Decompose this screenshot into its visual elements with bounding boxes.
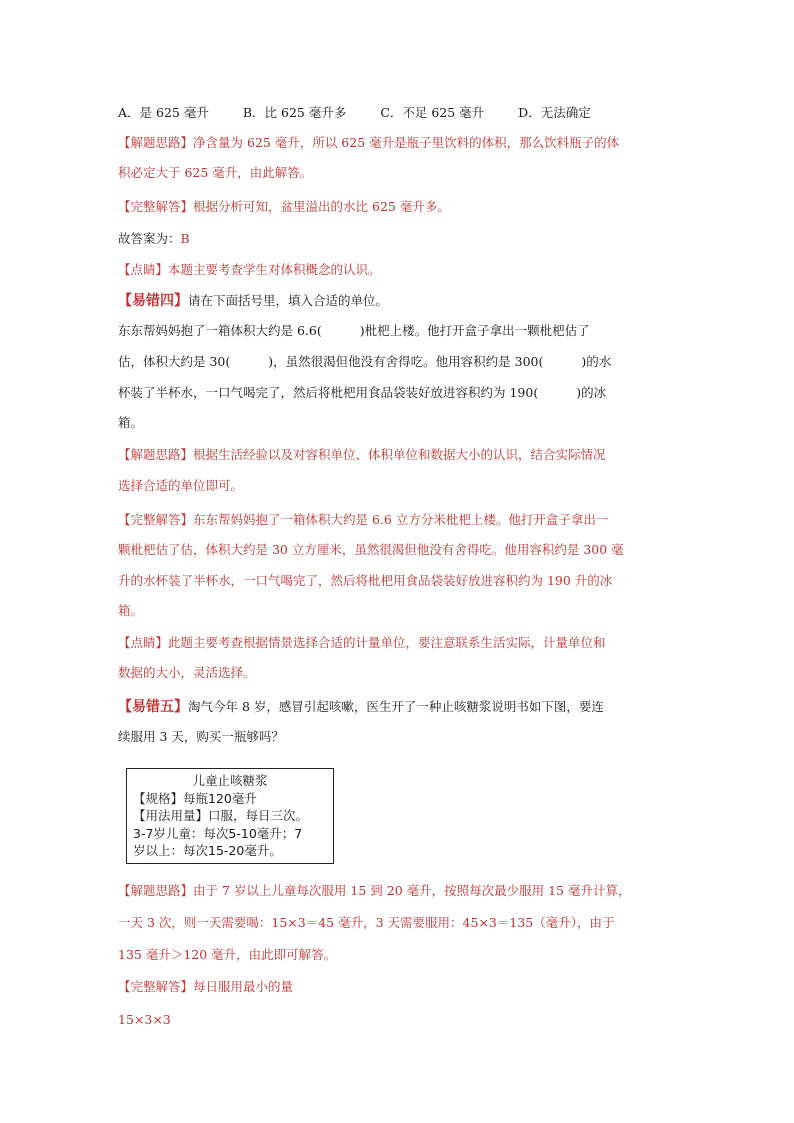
q4-line1 bbox=[118, 316, 678, 345]
q4-comment-text1: 此题主要考查根据情景选择合适的计量单位，要注意联系生活实际，计量单位和 bbox=[168, 635, 606, 650]
q4-line1-a: 东东帮妈妈抱了一箱体积大约是 6.6( bbox=[118, 323, 322, 338]
q3-comment-text: 本题主要考查学生对体积概念的认识。 bbox=[168, 262, 381, 277]
option-a: A．是 625 毫升 bbox=[118, 105, 209, 120]
q4-title-tag: 【易错四】 bbox=[118, 293, 188, 309]
q4-idea-text1: 根据生活经验以及对容积单位、体积单位和数据大小的认识，结合实际情况 bbox=[193, 447, 606, 462]
q5-answer-tag: 【完整解答】 bbox=[118, 979, 194, 994]
q5-title-line2: 续服用 3 天，购买一瓶够吗？ bbox=[118, 729, 284, 744]
q4-answer-line4: 箱。 bbox=[118, 603, 144, 618]
q5-formula: 15×3×3 bbox=[118, 1012, 171, 1027]
q4-comment-tag: 【点睛】 bbox=[118, 635, 169, 650]
q3-conclusion-value: B bbox=[180, 231, 190, 246]
q4-answer-line2: 颗枇杷估了估，体积大约是 30 立方厘米，虽然很渴但他没有舍得吃。他用容积约是 300 毫 bbox=[118, 542, 624, 557]
q4-line2 bbox=[118, 347, 678, 376]
q4-answer-line3: 升的水杯装了半杯水，一口气喝完了，然后将枇杷用食品袋装好放进容积约为 190 升的冰 bbox=[118, 573, 613, 588]
q3-idea-line2: 积必定大于 625 毫升，由此解答。 bbox=[118, 165, 313, 180]
medicine-label-title: 儿童止咳糖浆 bbox=[192, 773, 268, 788]
q3-answer bbox=[118, 192, 678, 221]
q3-comment-tag: 【点睛】 bbox=[118, 262, 169, 277]
q4-line2-b: )，虽然很渴但他没有舍得吃。他用容积约是 300( bbox=[268, 354, 544, 369]
q4-title bbox=[118, 286, 678, 316]
q4-answer-line1 bbox=[118, 505, 678, 534]
q3-idea-tag: 【解题思路】 bbox=[118, 135, 194, 150]
q4-idea-line1 bbox=[118, 440, 678, 469]
medicine-label-box bbox=[126, 768, 334, 864]
q4-comment-line1 bbox=[118, 628, 678, 657]
q5-idea-line3: 135 毫升＞120 毫升，由此即可解答。 bbox=[118, 947, 337, 962]
q5-idea-tag: 【解题思路】 bbox=[118, 883, 194, 898]
q5-answer bbox=[118, 972, 678, 1001]
q5-answer-text: 每日服用最小的量 bbox=[193, 979, 294, 994]
q3-idea-text1: 净含量为 625 毫升，所以 625 毫升是瓶子里饮料的体积，那么饮料瓶子的体 bbox=[193, 135, 620, 150]
q3-idea-line1 bbox=[118, 128, 678, 157]
q3-answer-tag: 【完整解答】 bbox=[118, 199, 194, 214]
q3-conclusion-prefix: 故答案为： bbox=[118, 231, 181, 246]
q4-idea-tag: 【解题思路】 bbox=[118, 447, 194, 462]
q4-answer-text1: 东东帮妈妈抱了一箱体积大约是 6.6 立方分米枇杷上楼。他打开盒子拿出一 bbox=[193, 512, 609, 527]
q4-line1-b: )枇杷上楼。他打开盒子拿出一颗枇杷估了 bbox=[359, 323, 590, 338]
q4-line4: 箱。 bbox=[118, 415, 144, 430]
q3-answer-text: 根据分析可知，盆里溢出的水比 625 毫升多。 bbox=[193, 199, 450, 214]
medicine-label-usage: 【用法用量】口服，每日三次。 bbox=[133, 808, 309, 823]
medicine-label-dose1: 3-7岁儿童：每次5-10毫升；7 bbox=[133, 825, 303, 841]
option-c: C．不足 625 毫升 bbox=[380, 105, 485, 120]
medicine-label-spec: 【规格】每瓶120毫升 bbox=[133, 790, 257, 806]
q5-idea-text1: 由于 7 岁以上儿童每次服用 15 到 20 毫升，按照每次最少服用 15 毫升计算， bbox=[193, 883, 631, 898]
q4-line3-b: )的冰 bbox=[576, 385, 607, 400]
q4-line2-a: 估，体积大约是 30( bbox=[118, 354, 231, 369]
q4-answer-tag: 【完整解答】 bbox=[118, 512, 194, 527]
medicine-label-dose2: 岁以上：每次15-20毫升。 bbox=[133, 843, 282, 858]
q5-idea-line2: 一天 3 次，则一天需要喝：15×3＝45 毫升，3 天需要服用：45×3＝135（毫升），由于 bbox=[118, 915, 615, 930]
q4-idea-line2: 选择合适的单位即可。 bbox=[118, 478, 244, 493]
q5-title-line1 bbox=[118, 692, 678, 722]
q4-line2-c: )的水 bbox=[581, 354, 612, 369]
q4-line3-a: 杯装了半杯水，一口气喝完了，然后将枇杷用食品袋装好放进容积约为 190( bbox=[118, 385, 539, 400]
option-d: D．无法确定 bbox=[518, 105, 591, 120]
q4-title-text: 请在下面括号里，填入合适的单位。 bbox=[188, 293, 389, 308]
q4-line3 bbox=[118, 378, 678, 407]
q5-idea-line1 bbox=[118, 876, 678, 905]
q4-comment-line2: 数据的大小，灵活选择。 bbox=[118, 665, 256, 680]
q5-title-tag: 【易错五】 bbox=[118, 699, 188, 715]
answer-options bbox=[118, 98, 678, 127]
q3-conclusion bbox=[118, 224, 678, 253]
q3-comment bbox=[118, 255, 678, 284]
option-b: B．比 625 毫升多 bbox=[242, 105, 347, 120]
q5-title-text1: 淘气今年 8 岁，感冒引起咳嗽，医生开了一种止咳糖浆说明书如下图，要连 bbox=[188, 699, 604, 714]
